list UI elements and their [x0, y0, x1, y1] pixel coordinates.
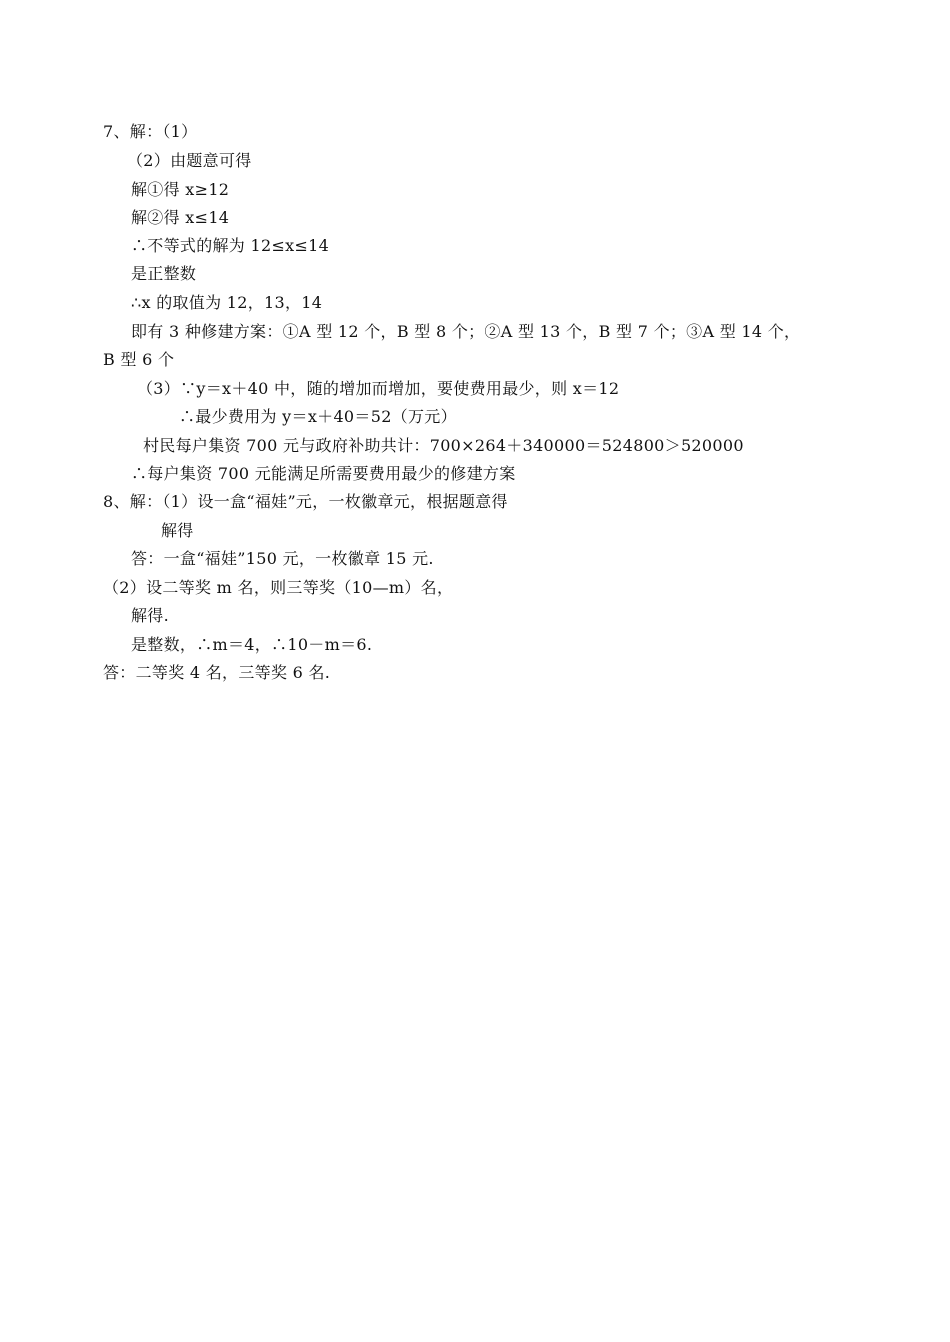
integer-conclusion: 是整数，∴m＝4，∴10－m＝6. [131, 635, 373, 654]
funding-calculation: 村民每户集资 700 元与政府补助共计：700×264＋340000＝524800＞520000 [143, 436, 744, 455]
problem-8-part-2: （2）设二等奖 m 名，则三等奖（10—m）名， [103, 578, 454, 597]
construction-plans: 即有 3 种修建方案：①A 型 12 个，B 型 8 个；②A 型 13 个，B 型 7 个；③A 型 14 个， [131, 322, 801, 341]
solve-inequality-2: 解②得 x≤14 [131, 208, 230, 227]
positive-integer-note: 是正整数 [131, 264, 197, 283]
inequality-solution: ∴不等式的解为 12≤x≤14 [131, 236, 330, 255]
problem-7-part-2-intro: （2）由题意可得 [127, 151, 252, 170]
funding-conclusion: ∴每户集资 700 元能满足所需要费用最少的修建方案 [131, 464, 516, 483]
problem-8-final-answer: 答：二等奖 4 名，三等奖 6 名. [103, 663, 331, 682]
problem-8-answer-1: 答：一盒“福娃”150 元，一枚徽章 15 元. [131, 549, 434, 568]
solve-inequality-1: 解①得 x≥12 [131, 180, 230, 199]
problem-8-solve: 解得 [161, 521, 194, 540]
x-values: ∴x 的取值为 12，13，14 [131, 293, 323, 312]
problem-8-heading: 8、解：（1）设一盒“福娃”元，一枚徽章元，根据题意得 [103, 492, 508, 511]
minimum-cost: ∴最少费用为 y＝x＋40＝52（万元） [179, 407, 457, 426]
problem-7-heading: 7、解：（1） [103, 122, 198, 141]
problem-7-part-3: （3）∵y＝x＋40 中，随的增加而增加，要使费用最少，则 x＝12 [137, 379, 620, 398]
problem-8-solve-2: 解得. [131, 606, 169, 625]
construction-plans-continued: B 型 6 个 [103, 350, 175, 369]
